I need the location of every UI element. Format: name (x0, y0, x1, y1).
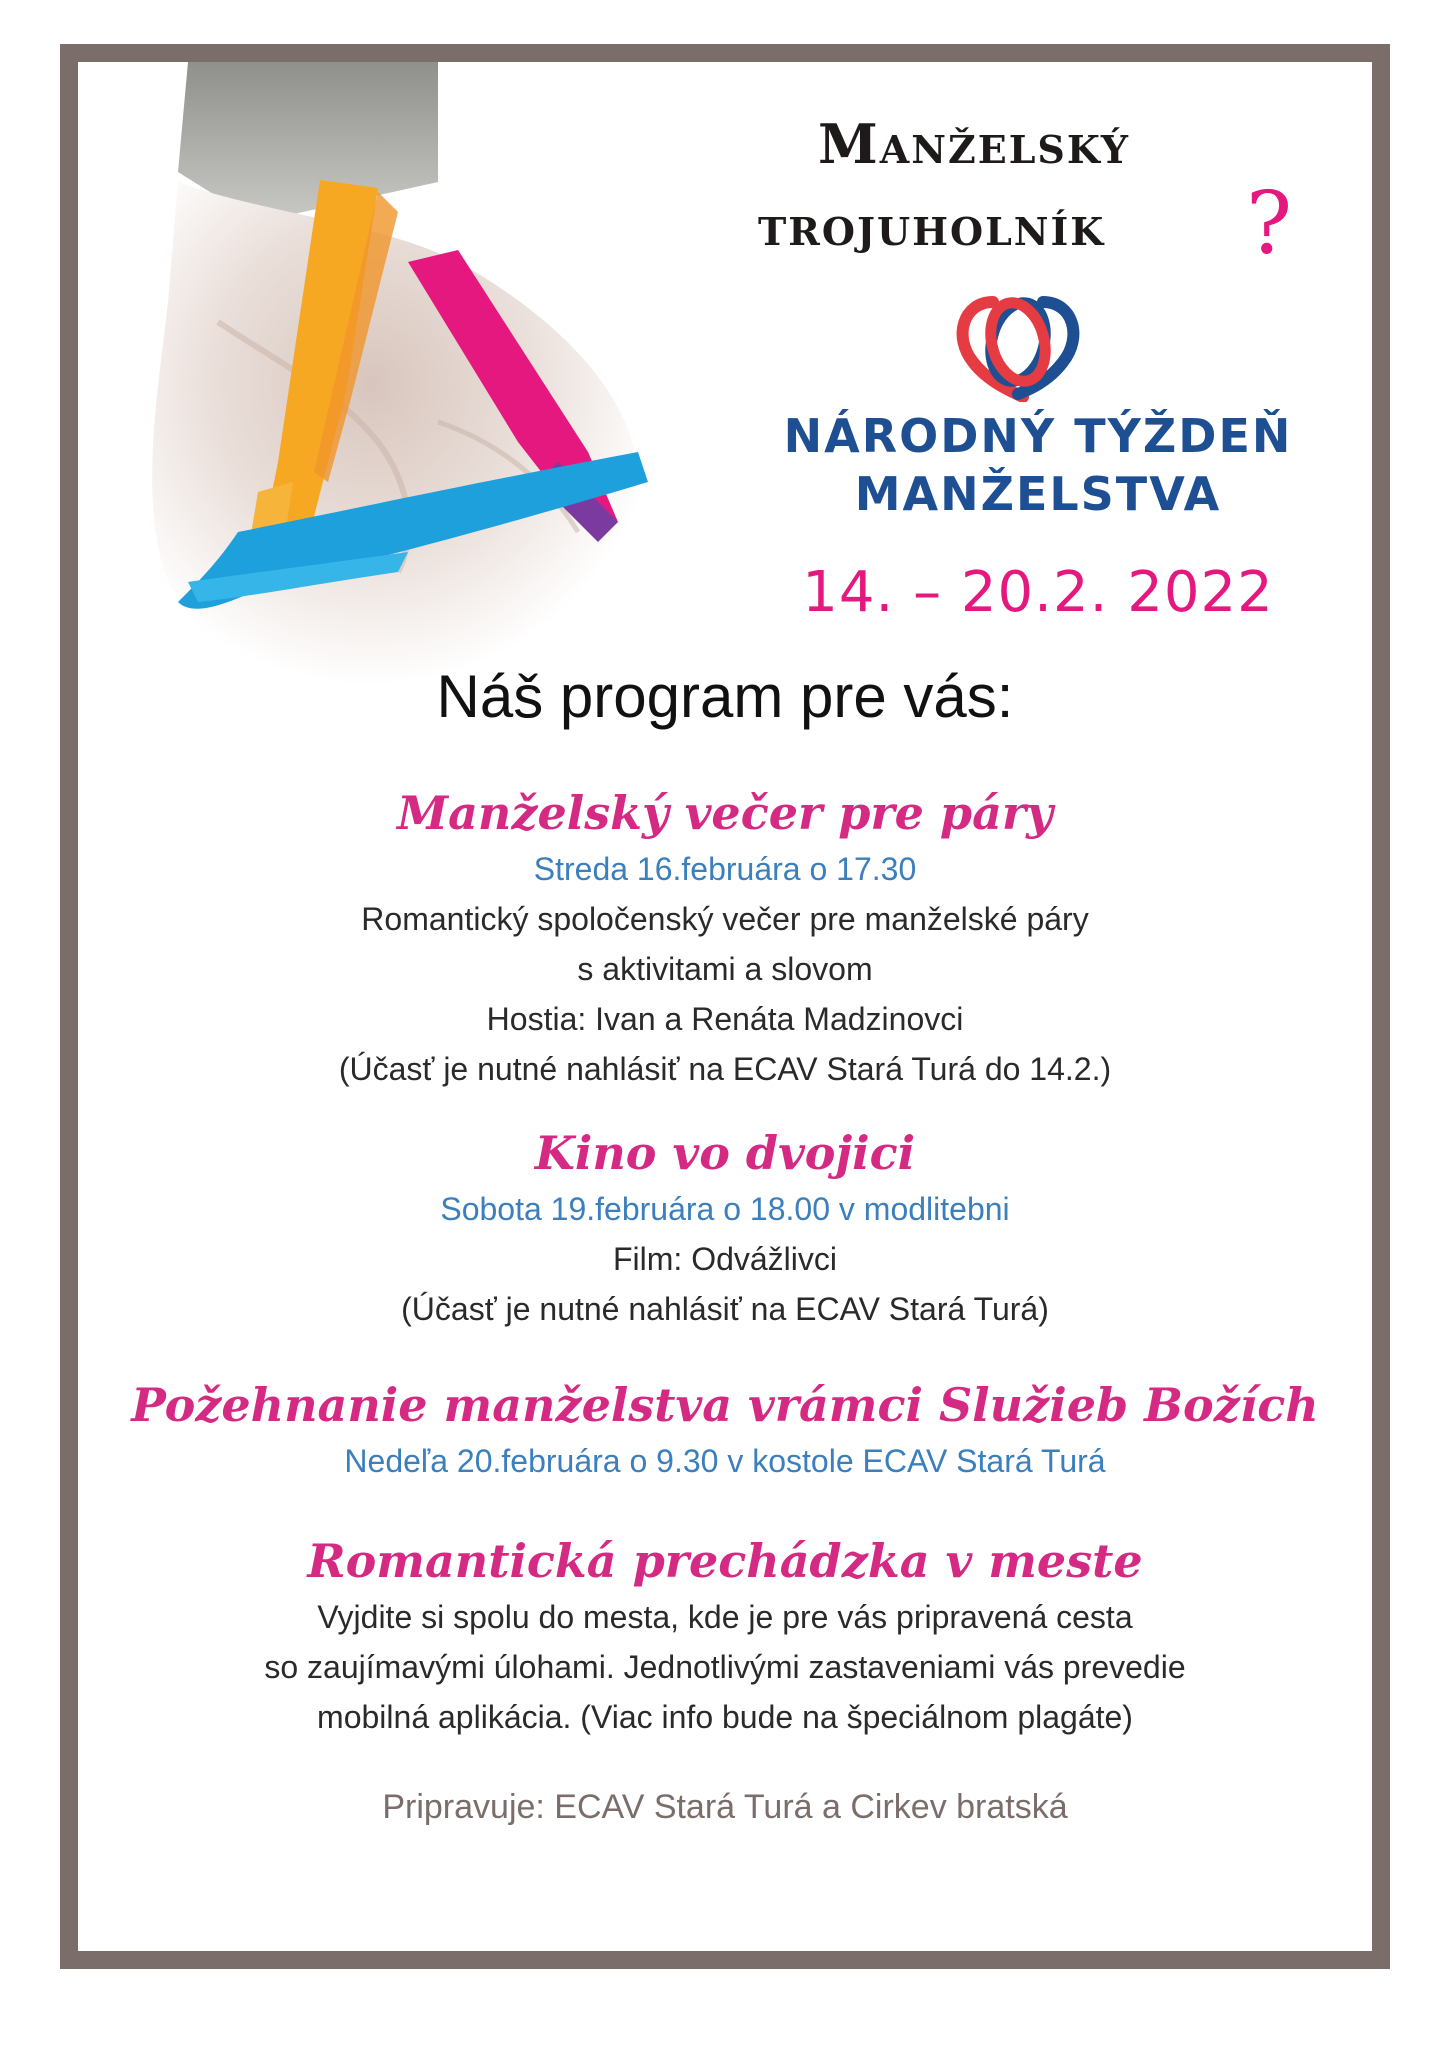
hands-photo (78, 62, 698, 742)
event-title: Manželský večer pre páry (397, 786, 1053, 840)
organizer-line: Pripravuje: ECAV Stará Turá a Cirkev bratská (382, 1788, 1068, 1826)
week-line-1: NÁRODNÝ TÝŽDEŇ (783, 409, 1293, 463)
title-line-1: Manželský (818, 112, 1130, 176)
event-description-line: Vyjdite si spolu do mesta, kde je pre vás pripravená cesta (317, 1599, 1133, 1635)
title-question-mark: ? (1246, 174, 1295, 274)
event-description-line: Film: Odvážlivci (612, 1241, 837, 1277)
event-description-line: Hostia: Ivan a Renáta Madzinovci (486, 1001, 964, 1037)
event-dates: 14. – 20.2. 2022 (802, 560, 1274, 625)
event-description-line: so zaujímavými úlohami. Jednotlivými zastaveniami vás prevedie (264, 1649, 1186, 1685)
event-description-line: (Účasť je nutné nahlásiť na ECAV Stará Turá do 14.2.) (338, 1051, 1112, 1087)
national-marriage-week (758, 407, 1318, 523)
triangle-brush-logo (78, 62, 698, 742)
event-item (78, 1374, 1372, 1486)
event-title: Kino vo dvojici (534, 1126, 916, 1180)
event-item (78, 1530, 1372, 1742)
event-item (78, 1122, 1372, 1334)
program-heading: Náš program pre vás: (436, 663, 1014, 730)
interlocked-rings-icon (938, 282, 1098, 402)
event-description-line: (Účasť je nutné nahlásiť na ECAV Stará Turá) (401, 1291, 1049, 1327)
event-when: Nedeľa 20.februára o 9.30 v kostole ECAV Stará Turá (344, 1443, 1106, 1479)
week-line-2: MANŽELSTVA (854, 467, 1222, 521)
event-description-line: s aktivitami a slovom (577, 951, 873, 987)
event-when: Streda 16.februára o 17.30 (533, 851, 917, 887)
event-when: Sobota 19.februára o 18.00 v modlitebni (440, 1191, 1010, 1227)
title-line-2: trojuholník (758, 194, 1106, 258)
event-title: Romantická prechádzka v meste (307, 1534, 1143, 1588)
event-item (78, 782, 1372, 1094)
event-description-line: mobilná aplikácia. (Viac info bude na špeciálnom plagáte) (317, 1699, 1133, 1735)
event-description-line: Romantický spoločenský večer pre manželské páry (361, 901, 1089, 937)
poster-frame (60, 44, 1390, 1969)
program-list (78, 782, 1372, 1832)
event-title: Požehnanie manželstva vrámci Služieb Božích (131, 1378, 1319, 1432)
